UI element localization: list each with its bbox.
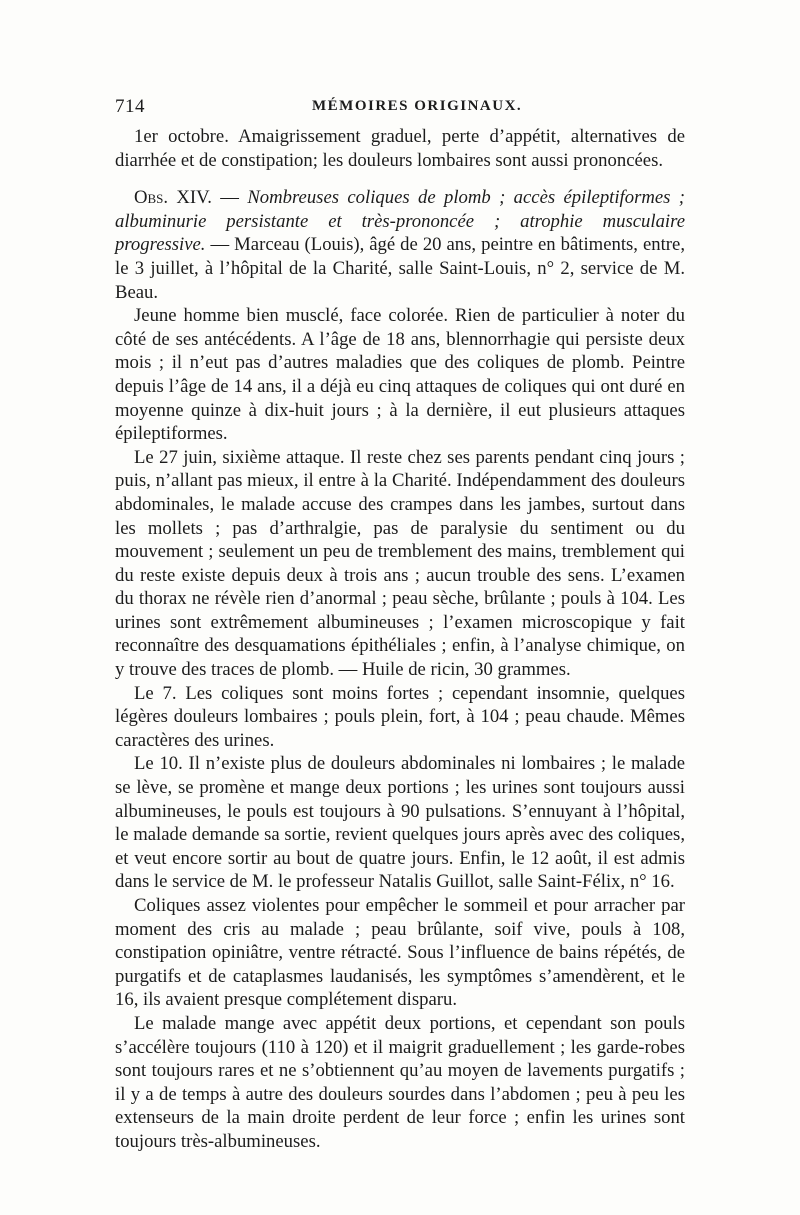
observation-title: Nombreuses coliques de plomb ; accès épileptiformes ; albuminurie persistante et très-prononcée ; atrophie musculaire progressive. [115,187,686,256]
paragraph-colic: Coliques assez violentes pour empêcher le sommeil et pour arracher par moment des cris au malade ; peau brûlante, soif vive, pouls à 108, constipation opiniâtre, ventre rétracté. Sous l’influence de bains répétés, de purgatifs et de cataplasmes laudanisés, les symptômes s’amendèrent, et le 16, ils avaient presque complétement disparu. [115,895,685,1011]
paragraph-october: 1er octobre. Amaigrissement graduel, perte d’appétit, alternatives de diarrhée et de constipation; les douleurs lombaires sont aussi prononcées. [115,126,685,171]
page-body [115,125,685,1154]
page-number: 714 [115,96,145,117]
running-title: MÉMOIRES ORIGINAUX. [312,98,523,114]
observation-dash: — [211,187,248,209]
paragraph-history: Jeune homme bien musclé, face colorée. Rien de particulier à noter du côté de ses antécédents. A l’âge de 18 ans, blennorrhagie qui persiste deux mois ; il n’eut pas d’autres maladies que des coliques de plomb. Peintre depuis l’âge de 14 ans, il a déjà eu cinq attaques de coliques qui ont duré en moyenne quinze à dix-huit jours ; à la dernière, il eut plusieurs attaques épileptiformes. [115,305,685,445]
observation-heading-paragraph [115,186,685,304]
page-header [115,96,685,120]
paragraph-june-27: Le 27 juin, sixième attaque. Il reste chez ses parents pendant cinq jours ; puis, n’allant pas mieux, il entre à la Charité. Indépendamment des douleurs abdominales, le malade accuse des crampes dans les jambes, surtout dans les mollets ; pas d’arthralgie, pas de paralysie du sentiment ou du mouvement ; seulement un peu de tremblement des mains, tremblement qui du reste existe depuis deux à trois ans ; aucun trouble des sens. L’examen du thorax ne révèle rien d’anormal ; peau sèche, brûlante ; pouls à 104. Les urines sont extrêmement albumineuses ; l’examen microscopique y fait reconnaître des desquamations épithéliales ; enfin, à l’analyse chimique, on y trouve des traces de plomb. — Huile de ricin, 30 grammes. [115,446,685,681]
bottom-margin [0,1185,800,1215]
paragraph-day-10: Le 10. Il n’existe plus de douleurs abdominales ni lombaires ; le malade se lève, se promène et mange deux portions ; les urines sont toujours aussi albumineuses, le pouls est toujours à 90 pulsations. S’ennuyant à l’hôpital, le malade demande sa sortie, revient quelques jours après avec des coliques, et veut encore sortir au bout de quatre jours. Enfin, le 12 août, il est admis dans le service de M. le professeur Natalis Guillot, salle Saint-Félix, n° 16. [115,753,685,893]
observation-label: Obs. XIV. [134,187,212,209]
paragraph-day-7: Le 7. Les coliques sont moins fortes ; cependant insomnie, quelques légères douleurs lombaires ; pouls plein, fort, à 104 ; peau chaude. Mêmes caractères des urines. [115,682,685,751]
paragraph-appetite: Le malade mange avec appétit deux portions, et cependant son pouls s’accélère toujours (110 à 120) et il maigrit graduellement ; les garde-robes sont toujours rares et ne s’obtiennent qu’au moyen de lavements purgatifs ; il y a de temps à autre des douleurs sourdes dans l’abdomen ; peu à peu les extenseurs de la main droite perdent de leur force ; enfin les urines sont toujours très-albumineuses. [115,1012,685,1152]
observation-patient-intro: — Marceau (Louis), âgé de 20 ans, peintre en bâtiments, entre, le 3 juillet, à l’hôpital de la Charité, salle Saint-Louis, n° 2, service de M. Beau. [115,234,685,303]
